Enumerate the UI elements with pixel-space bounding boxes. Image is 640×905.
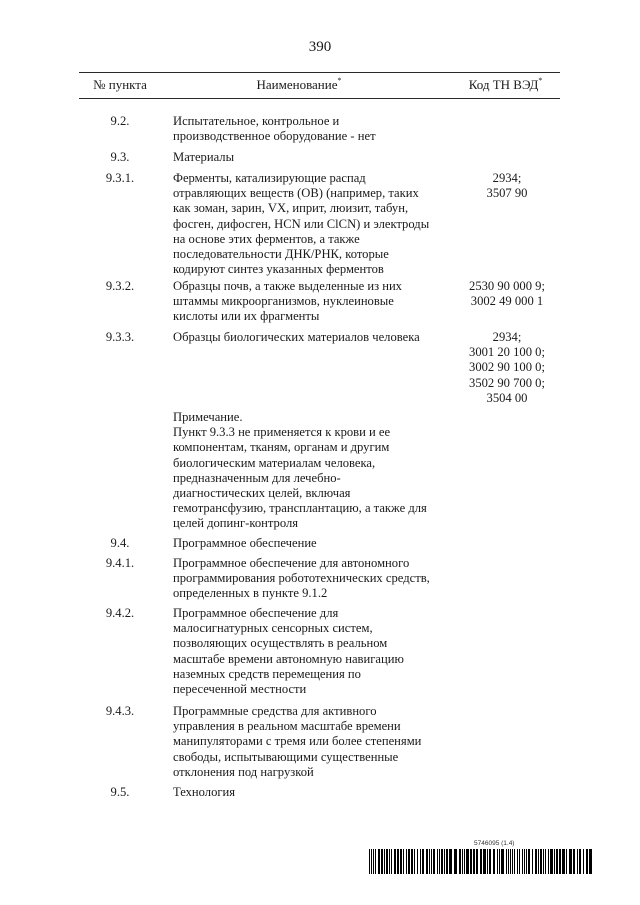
barcode-bar (426, 849, 428, 874)
barcode-bar (514, 849, 515, 874)
barcode-bar (497, 849, 498, 874)
item-number: 9.4.2. (105, 606, 135, 620)
barcode-bar (508, 849, 509, 874)
header-name (169, 73, 429, 97)
barcode-bar (573, 849, 575, 874)
barcode (369, 849, 592, 874)
barcode-bar (506, 849, 507, 874)
barcode-bar (522, 849, 523, 874)
item-code: 2530 90 000 9; 3002 49 000 1 (469, 279, 545, 309)
barcode-bar (548, 849, 549, 874)
barcode-bar (545, 849, 546, 874)
barcode-bar (476, 849, 478, 874)
item-name: Образцы почв, а также выделенные из них штаммы микроорганизмов, нуклеиновые кислоты или их фрагменты (173, 279, 402, 324)
barcode-bar (378, 849, 380, 874)
barcode-bar (384, 849, 385, 874)
item-name: Испытательное, контрольное и производственное оборудование - нет (173, 114, 376, 144)
barcode-bar (528, 849, 530, 874)
item-number: 9.4. (110, 536, 130, 550)
barcode-bar (550, 849, 553, 874)
barcode-bar (433, 849, 435, 874)
item-number: 9.3.2. (105, 279, 135, 293)
item-name: Программное обеспечение (173, 536, 317, 550)
barcode-bar (480, 849, 482, 874)
barcode-bar (449, 849, 452, 874)
barcode-bar (489, 849, 491, 874)
barcode-bar (400, 849, 402, 874)
barcode-bar (510, 849, 511, 874)
header-code (451, 73, 560, 97)
barcode-bar (532, 849, 533, 874)
barcode-bar (535, 849, 537, 874)
barcode-bar (556, 849, 558, 874)
item-name: Образцы биологических материалов человека (173, 330, 420, 344)
barcode-bar (579, 849, 581, 874)
item-name: Программные средства для активного управления в реальном масштабе времени манипуляторами с тремя или более степенями свободы, испытывающими существенные отклонения под нагрузкой (173, 704, 422, 779)
barcode-bar (444, 849, 445, 874)
barcode-bar (589, 849, 592, 874)
item-code: 2934; 3507 90 (486, 171, 528, 201)
barcode-bar (462, 849, 463, 874)
barcode-bar (517, 849, 518, 874)
barcode-bar (466, 849, 469, 874)
barcode-bar (459, 849, 461, 874)
item-name: Программное обеспечение для автономного программирования робототехнических средств, определенных в пункте 9.1.2 (173, 556, 430, 601)
item-number: 9.3. (110, 150, 130, 164)
barcode-bar (583, 849, 584, 874)
barcode-bar (586, 849, 588, 874)
barcode-bar (554, 849, 555, 874)
barcode-bar (577, 849, 578, 874)
barcode-bar (441, 849, 443, 874)
barcode-bar (411, 849, 413, 874)
barcode-bar (569, 849, 572, 874)
item-number: 9.3.1. (105, 171, 135, 185)
barcode-bar (417, 849, 418, 874)
item-number: 9.4.1. (105, 556, 135, 570)
barcode-bar (408, 849, 410, 874)
item-name: Технология (173, 785, 236, 799)
barcode-bar (391, 849, 392, 874)
barcode-bar (512, 849, 513, 874)
barcode-bar (446, 849, 448, 874)
header-name-label: Наименование (256, 77, 338, 92)
barcode-bar (483, 849, 486, 874)
barcode-bar (566, 849, 567, 874)
barcode-bar (454, 849, 457, 874)
barcode-bar (464, 849, 465, 874)
barcode-bar (414, 849, 415, 874)
barcode-bar (499, 849, 500, 874)
barcode-bar (470, 849, 472, 874)
barcode-bar (538, 849, 539, 874)
item-code: 2934; 3001 20 100 0; 3002 90 100 0; 3502 90 700 0; 3504 00 (469, 330, 545, 405)
barcode-bar (524, 849, 525, 874)
barcode-caption: 5746095 (1.4) (474, 840, 515, 847)
footnote-mark: * (538, 76, 543, 85)
barcode-bar (422, 849, 424, 874)
header-code-label: Код ТН ВЭД (468, 77, 539, 92)
barcode-bar (519, 849, 520, 874)
barcode-bar (429, 849, 430, 874)
item-name: Материалы (173, 150, 235, 164)
barcode-bar (386, 849, 388, 874)
barcode-bar (437, 849, 438, 874)
barcode-bar (487, 849, 488, 874)
page-number: 390 (308, 39, 332, 55)
footnote-mark: * (337, 76, 342, 85)
barcode-bar (381, 849, 383, 874)
item-number: 9.3.3. (105, 330, 135, 344)
barcode-bar (375, 849, 376, 874)
barcode-bar (397, 849, 399, 874)
barcode-bar (559, 849, 561, 874)
note-text: Примечание. Пункт 9.3.3 не применяется к крови и ее компонентам, тканям, органам и другим биологическим материалам человека, предназначенным для лечебно- диагностических целей, включая гемотрансфузию, трансплантацию, а также для целей допинг-контроля (173, 410, 427, 531)
barcode-bar (439, 849, 440, 874)
item-number: 9.4.3. (105, 704, 135, 718)
barcode-bar (431, 849, 432, 874)
item-name: Программное обеспечение для малосигнатурных сенсорных систем, позволяющих осуществлять в реальном масштабе времени автономную навигацию наземных средств перемещения по пересеченной местности (173, 606, 404, 697)
header-item-number (79, 73, 161, 97)
barcode-bar (389, 849, 390, 874)
barcode-bar (540, 849, 542, 874)
header-item-number-label: № пункта (93, 77, 147, 92)
item-number: 9.2. (110, 114, 130, 128)
barcode-bar (562, 849, 565, 874)
barcode-bar (501, 849, 504, 874)
barcode-bar (543, 849, 544, 874)
item-name: Ферменты, катализирующие распад отравляющих веществ (ОВ) (например, таких как зоман, зарин, VX, иприт, люизит, табун, фосген, дифосген, HCN или ClCN) и электроды на основе этих ферментов, а также последовательности ДНК/РНК, которые кодируют синтез указанных ферментов (173, 171, 430, 277)
barcode-bar (403, 849, 404, 874)
barcode-bar (373, 849, 374, 874)
barcode-bar (394, 849, 396, 874)
barcode-bar (526, 849, 527, 874)
barcode-bar (420, 849, 421, 874)
barcode-bar (369, 849, 370, 874)
barcode-bar (493, 849, 495, 874)
item-number: 9.5. (110, 785, 130, 799)
table-header (79, 72, 560, 99)
barcode-bar (371, 849, 372, 874)
barcode-bar (406, 849, 407, 874)
barcode-bar (473, 849, 475, 874)
